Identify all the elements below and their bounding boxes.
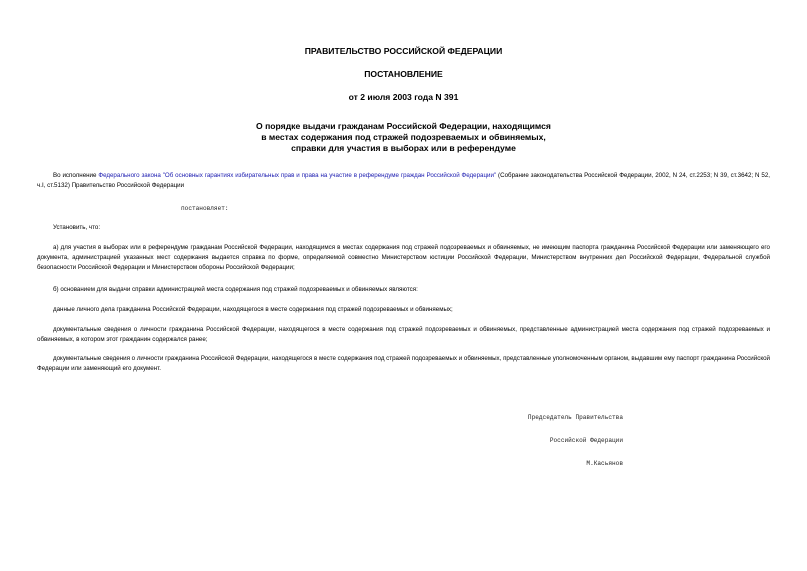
preamble-suffix: (Собрание законодательства Российской Федерации, 2002, N 24, ст.2253; N 39, ст.3642; N 52, ч.I, ст.5132) Правительство Российской Федерации xyxy=(37,172,771,189)
paragraph-b-item-2: документальные сведения о личности гражданина Российской Федерации, находящегося в месте содержания под стражей подозреваемых и обвиняемых, представленные администрацией места содержания под стражей подозреваемых и обвиняемых, в котором этот гражданин содержался ранее; xyxy=(37,326,770,343)
decree-word: постановляет: xyxy=(181,205,229,212)
federal-law-link[interactable]: Федерального закона "Об основных гарантиях избирательных прав и права на участие в референдуме граждан Российской Федерации" xyxy=(98,172,497,179)
paragraph-a: а) для участия в выборах или в референдуме гражданам Российской Федерации, находящимся в местах содержания под стражей подозреваемых и обвиняемых, не имеющим паспорта гражданина Российской Федерации или заменяющего его документа, администрацией указанных мест содержания выдается справка по форме, определяемой совместно Министерством юстиции Российской Федерации, Министерством внутренних дел Российской Федерации, Федеральной службой безопасности Российской Федерации и Министерством обороны Российской Федерации; xyxy=(37,244,770,271)
paragraph-b-item-1: данные личного дела гражданина Российской Федерации, находящегося в месте содержания под стражей подозреваемых и обвиняемых; xyxy=(53,306,453,313)
paragraph-b: б) основанием для выдачи справки администрацией места содержания под стражей подозреваемых и обвиняемых являются: xyxy=(53,286,418,293)
document-type-heading: ПОСТАНОВЛЕНИЕ xyxy=(364,69,443,79)
title-line-1: О порядке выдачи гражданам Российской Федерации, находящимся xyxy=(256,121,551,131)
preamble-paragraph xyxy=(37,171,770,191)
date-number-heading: от 2 июля 2003 года N 391 xyxy=(348,92,459,102)
paragraph-b-item-3: документальные сведения о личности гражданина Российской Федерации, находящегося в месте содержания под стражей подозреваемых и обвиняемых, представленные уполномоченным органом, выдавшим ему паспорт гражданина Российской Федерации или заменяющий его документ. xyxy=(37,355,770,372)
paragraph-establish: Установить, что: xyxy=(53,224,101,231)
government-heading: ПРАВИТЕЛЬСТВО РОССИЙСКОЙ ФЕДЕРАЦИИ xyxy=(304,46,503,56)
signature-country: Российской Федерации xyxy=(549,436,623,444)
title-line-2: в местах содержания под стражей подозреваемых и обвиняемых, xyxy=(261,132,546,142)
signature-name: М.Касьянов xyxy=(586,459,623,467)
document-title xyxy=(0,121,807,154)
signature-position: Председатель Правительства xyxy=(527,414,623,422)
preamble-prefix: Во исполнение xyxy=(53,172,99,179)
title-line-3: справки для участия в выборах или в референдуме xyxy=(291,143,516,153)
signature-block xyxy=(528,399,623,483)
